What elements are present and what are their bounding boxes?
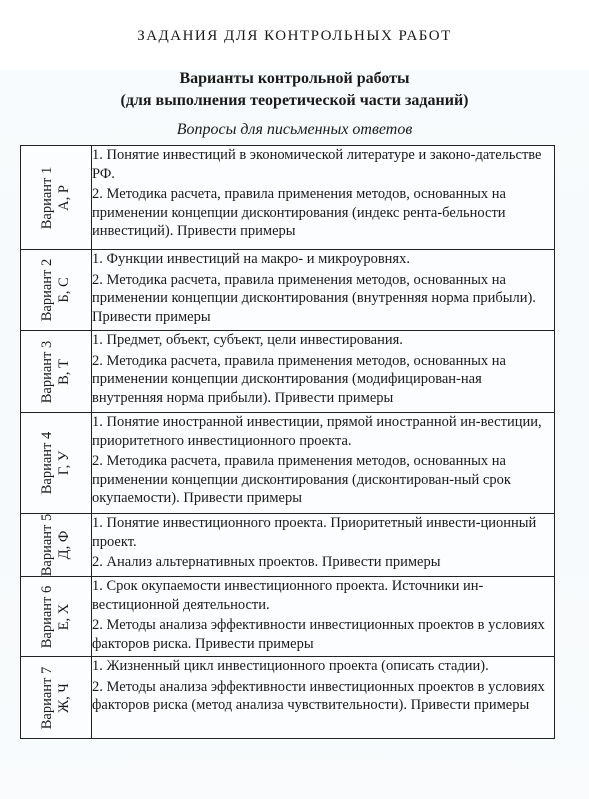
question-item: 1. Понятие иностранной инвестиции, прямой иностранной ин-вестиции, приоритетного инвестиционного проекта. — [92, 414, 542, 449]
question-item: 1. Срок окупаемости инвестиционного проекта. Источники ин-вестиционной деятельности. — [92, 578, 484, 613]
table-row — [21, 146, 555, 250]
question-item: 2. Методы анализа эффективности инвестиционных проектов в условиях факторов риска (метод анализа чувствительности). Привести примеры — [92, 678, 545, 713]
variant-letters: В, Т — [56, 358, 72, 385]
questions-cell — [92, 146, 555, 250]
question-item: 2. Методика расчета, правила применения методов, основанных на применении концепции дисконтирования (индекс рента-бельности инвестиций). Привести примеры — [92, 186, 506, 239]
question-item: 1. Жизненный цикл инвестиционного проекта (описать стадии). — [92, 658, 489, 674]
question-item: 2. Методика расчета, правила применения методов, основанных на применении концепции дисконтирования (дисконтирован-ный срок окупаемости). Привести примеры — [92, 453, 511, 506]
questions-cell — [92, 514, 555, 577]
table-row — [21, 657, 555, 739]
page-title-line2: (для выполнения теоретической части заданий) — [120, 92, 469, 109]
question-item: 1. Понятие инвестиций в экономической литературе и законо-дательстве РФ. — [92, 147, 542, 182]
question-item: 1. Предмет, объект, субъект, цели инвестирования. — [92, 332, 403, 348]
variant-name: Вариант 4 — [39, 431, 55, 495]
variant-letters: Ж, Ч — [56, 682, 72, 713]
table-row — [21, 331, 555, 413]
variant-letters: Д, Ф — [56, 530, 72, 560]
variant-label-cell — [21, 250, 92, 331]
questions-cell — [92, 657, 555, 739]
variant-label-cell — [21, 146, 92, 250]
variant-letters: Б, С — [56, 277, 72, 303]
question-item: 2. Методы анализа эффективности инвестиционных проектов в условиях факторов риска. Привести примеры — [92, 617, 545, 652]
table-row — [21, 577, 555, 657]
table-row — [21, 514, 555, 577]
question-item: 2. Методика расчета, правила применения методов, основанных на применении концепции дисконтирования (модифицирован-ная внутренняя норма прибыли). Привести примеры — [92, 352, 506, 406]
variant-name: Вариант 5 — [39, 513, 55, 577]
variant-name: Вариант 1 — [39, 166, 55, 229]
variant-name: Вариант 6 — [39, 585, 55, 648]
variant-label-cell — [21, 577, 92, 657]
variant-label-cell — [21, 657, 92, 739]
variant-letters: А, Р — [56, 184, 72, 211]
variant-name: Вариант 7 — [39, 666, 55, 729]
questions-cell — [92, 331, 555, 413]
questions-cell — [92, 250, 555, 331]
page-title — [0, 68, 589, 112]
variants-table — [20, 145, 555, 739]
variant-name: Вариант 3 — [39, 340, 55, 403]
variant-label-cell — [21, 514, 92, 577]
variant-label-cell — [21, 331, 92, 413]
section-header: ЗАДАНИЯ ДЛЯ КОНТРОЛЬНЫХ РАБОТ — [137, 28, 452, 44]
variant-label-cell — [21, 413, 92, 514]
page-title-line1: Варианты контрольной работы — [179, 70, 410, 87]
variant-letters: Е, Х — [56, 603, 72, 630]
question-item: 2. Методика расчета, правила применения методов, основанных на применении концепции дисконтирования (внутренняя норма прибыли). Привести примеры — [92, 271, 536, 325]
questions-cell — [92, 413, 555, 514]
questions-cell — [92, 577, 555, 657]
variant-letters: Г, У — [56, 450, 72, 476]
question-item: 2. Анализ альтернативных проектов. Привести примеры — [92, 554, 441, 570]
question-item: 1. Понятие инвестиционного проекта. Приоритетный инвести-ционный проект. — [92, 515, 537, 550]
table-row — [21, 413, 555, 514]
variant-name: Вариант 2 — [39, 258, 55, 322]
table-row — [21, 250, 555, 331]
table-subtitle: Вопросы для письменных ответов — [176, 121, 413, 138]
question-item: 1. Функции инвестиций на макро- и микроуровнях. — [92, 251, 410, 267]
